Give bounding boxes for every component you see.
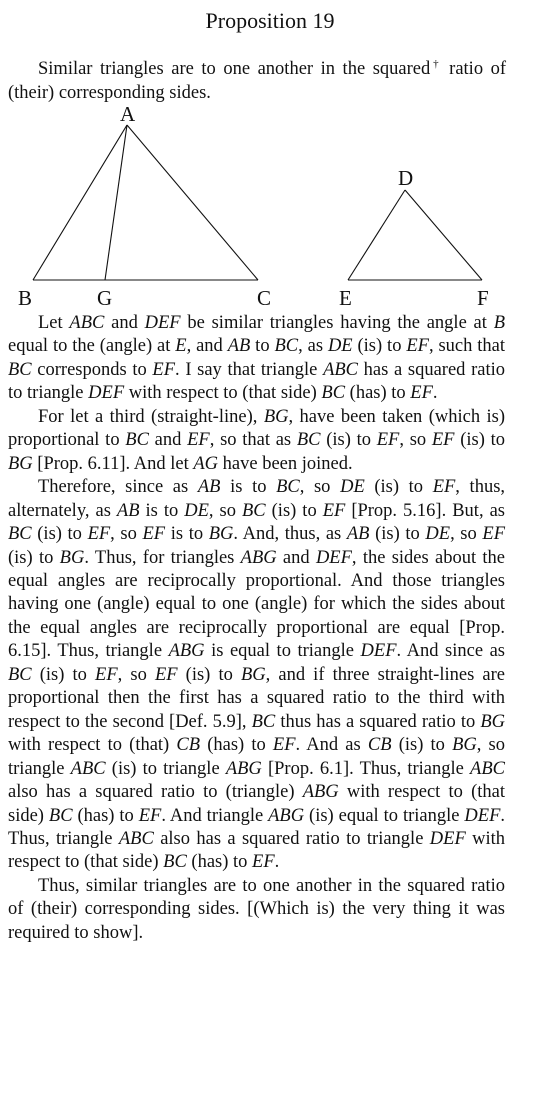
text-run: (has) to: [186, 852, 253, 873]
text-run: , so: [299, 477, 341, 498]
text-run: For let a third (straight-line),: [38, 406, 264, 427]
text-run: Thus, similar triangles are to one another in the squared ratio of (their) corresponding sides. [(Which is) the very thing it was required to show].: [8, 875, 505, 943]
text-run: and: [276, 547, 316, 568]
math-symbol: ABC: [69, 313, 105, 333]
text-run: with respect to (that side): [8, 782, 505, 826]
text-run: , as: [298, 336, 328, 357]
math-symbol: ABC: [70, 758, 106, 779]
math-symbol: BC: [8, 524, 32, 545]
text-run: (is) to: [8, 547, 60, 568]
text-run: is to: [165, 524, 209, 545]
text-run: .: [274, 852, 280, 873]
text-run: [Prop. 6.11]. And let: [32, 453, 194, 474]
text-run: [Prop. 5.16]. But, as: [345, 500, 505, 521]
line-ag: [105, 125, 127, 280]
math-symbol: EF: [152, 359, 176, 380]
text-run: , so: [110, 524, 143, 545]
math-symbol: ABC: [323, 359, 359, 380]
math-symbol: BC: [48, 805, 73, 826]
proof-paragraph: [8, 476, 505, 875]
text-run: . I say that triangle: [175, 359, 324, 380]
line-de: [348, 190, 405, 280]
math-symbol: AB: [227, 336, 251, 357]
text-run: (is) to: [391, 735, 453, 756]
math-symbol: ABG: [240, 547, 277, 568]
proposition-statement: [8, 52, 506, 105]
text-run: , so: [208, 500, 242, 521]
text-run: , so that as: [209, 430, 297, 451]
math-symbol: EF: [252, 852, 275, 873]
text-run: and: [104, 313, 145, 333]
text-run: , and if three straight-lines are proportional then the first has a squared ratio to the third with respect to the second [Def. 5.9],: [8, 664, 505, 732]
text-run: . And as: [295, 735, 368, 756]
math-symbol: EF: [95, 664, 118, 685]
text-run: , such that: [428, 336, 506, 357]
text-run: also has a squared ratio to triangle: [153, 828, 430, 849]
text-run: . Thus, for triangles: [84, 547, 241, 568]
proof-paragraph: [8, 312, 505, 406]
text-run: (is) to: [369, 524, 426, 545]
text-run: is to: [220, 477, 277, 498]
math-symbol: BC: [242, 500, 266, 521]
math-symbol: CB: [176, 735, 201, 756]
line-df: [405, 190, 482, 280]
math-symbol: DE: [184, 500, 209, 521]
math-symbol: DEF: [429, 828, 466, 849]
text-run: (is) to: [320, 430, 377, 451]
math-symbol: ABG: [268, 805, 305, 826]
text-run: , so: [117, 664, 155, 685]
math-symbol: DE: [327, 336, 353, 357]
text-run: to: [250, 336, 275, 357]
math-symbol: E: [175, 336, 187, 357]
math-symbol: ABC: [470, 758, 505, 779]
text-run: , so: [450, 524, 483, 545]
math-symbol: EF: [272, 735, 296, 756]
statement-text: Similar triangles are to one another in the squared: [38, 59, 431, 80]
math-symbol: CB: [367, 735, 392, 756]
math-symbol: AB: [346, 524, 370, 545]
math-symbol: ABG: [168, 641, 205, 662]
text-run: is equal to triangle: [204, 641, 361, 662]
math-symbol: EF: [187, 430, 210, 451]
text-run: with respect to (that side): [8, 828, 506, 873]
math-symbol: DEF: [315, 547, 352, 568]
math-symbol: BG: [208, 524, 234, 545]
text-run: . And, thus, as: [233, 524, 347, 545]
dagger-footnote-mark: †: [430, 58, 442, 70]
triangle-figure: [0, 100, 540, 315]
text-run: and: [148, 430, 188, 451]
text-run: (has) to: [345, 383, 411, 404]
text-run: (is) to: [352, 336, 407, 357]
text-run: . And triangle: [161, 805, 269, 826]
conclusion-paragraph: [8, 875, 505, 945]
math-symbol: EF: [482, 524, 505, 545]
math-symbol: BC: [276, 477, 300, 498]
math-symbol: DE: [340, 477, 365, 498]
text-run: have been joined.: [218, 453, 353, 474]
math-symbol: BC: [125, 430, 149, 451]
math-symbol: EF: [410, 383, 433, 404]
math-symbol: EF: [406, 336, 429, 357]
math-symbol: EF: [87, 524, 111, 545]
text-run: Therefore, since as: [38, 477, 198, 498]
math-symbol: B: [493, 313, 505, 333]
label-d: D: [398, 166, 414, 190]
text-run: (has) to: [200, 735, 273, 756]
text-run: be similar triangles having the angle at: [180, 313, 494, 333]
label-b: B: [18, 286, 33, 310]
text-run: (is) to: [454, 430, 505, 451]
line-ab: [33, 125, 127, 280]
label-e: E: [339, 286, 352, 310]
math-symbol: EF: [431, 430, 455, 451]
text-run: (is) to: [31, 524, 88, 545]
label-f: F: [477, 286, 489, 310]
math-symbol: DE: [425, 524, 451, 545]
text-run: Let: [38, 313, 70, 333]
text-run: thus has a squared ratio to: [275, 711, 481, 732]
text-run: , and: [186, 336, 228, 357]
math-symbol: EF: [432, 477, 456, 498]
proof-paragraph: [8, 406, 505, 476]
text-run: (has) to: [72, 805, 139, 826]
math-symbol: BG: [8, 453, 33, 474]
math-symbol: ABG: [302, 782, 339, 803]
math-symbol: EF: [376, 430, 400, 451]
triangle-abc: [33, 125, 258, 280]
label-c: C: [257, 286, 272, 310]
math-symbol: BC: [163, 852, 187, 873]
math-symbol: ABG: [225, 758, 262, 779]
text-run: (is) to: [31, 664, 96, 685]
text-run: (is) to triangle: [105, 758, 226, 779]
math-symbol: EF: [138, 805, 162, 826]
proof-body: [8, 312, 505, 945]
math-symbol: BG: [263, 406, 289, 427]
math-symbol: BC: [296, 430, 321, 451]
math-symbol: EF: [154, 664, 178, 685]
math-symbol: DEF: [144, 313, 181, 333]
math-symbol: DEF: [360, 641, 397, 662]
text-run: has a squared ratio to triangle: [8, 359, 505, 404]
math-symbol: BC: [274, 336, 299, 357]
text-run: also has a squared ratio to (triangle): [8, 782, 303, 803]
math-symbol: BC: [251, 711, 276, 732]
text-run: , thus, alternately, as: [8, 477, 506, 521]
text-run: [Prop. 6.1]. Thus, triangle: [261, 758, 471, 779]
math-symbol: EF: [142, 524, 166, 545]
text-run: equal to the (angle) at: [8, 336, 176, 357]
text-run: . Thus, triangle: [8, 805, 505, 849]
text-run: (is) equal to triangle: [304, 805, 465, 826]
text-run: , so: [399, 430, 432, 451]
text-run: is to: [139, 500, 185, 521]
math-symbol: BG: [59, 547, 85, 568]
line-ac: [127, 125, 258, 280]
text-run: , so triangle: [8, 735, 505, 779]
math-symbol: BG: [240, 664, 266, 685]
proposition-title: Proposition 19: [205, 8, 335, 33]
math-symbol: DEF: [88, 383, 125, 404]
text-run: . And since as: [396, 641, 505, 662]
label-a: A: [120, 102, 136, 126]
math-symbol: ABC: [118, 828, 154, 849]
text-run: (is) to: [265, 500, 323, 521]
math-symbol: AG: [193, 453, 219, 474]
text-run: with respect to (that): [8, 735, 177, 756]
math-symbol: AB: [116, 500, 140, 521]
text-run: , have been taken (which is) proportional to: [8, 406, 506, 451]
text-run: with respect to (that side): [124, 383, 322, 404]
math-symbol: DEF: [464, 805, 501, 826]
math-symbol: BG: [480, 711, 505, 732]
math-symbol: BG: [452, 735, 477, 756]
statement-text-continued: ratio of (their) corresponding sides.: [8, 59, 507, 104]
text-run: .: [432, 383, 438, 404]
triangle-def: [348, 190, 482, 280]
math-symbol: BC: [8, 359, 32, 380]
math-symbol: BC: [8, 664, 32, 685]
text-run: (is) to: [364, 477, 433, 498]
text-run: corresponds to: [31, 359, 153, 380]
math-symbol: AB: [197, 477, 221, 498]
label-g: G: [97, 286, 113, 310]
math-symbol: BC: [321, 383, 346, 404]
text-run: , the sides about the equal angles are reciprocally proportional. And those triangles having one (angle) equal to one (angle) for which the sides about the equal angles are reciprocally proportional are equal [Prop. 6.15]. Thus, triangle: [8, 547, 505, 662]
text-run: (is) to: [177, 664, 241, 685]
math-symbol: EF: [322, 500, 346, 521]
